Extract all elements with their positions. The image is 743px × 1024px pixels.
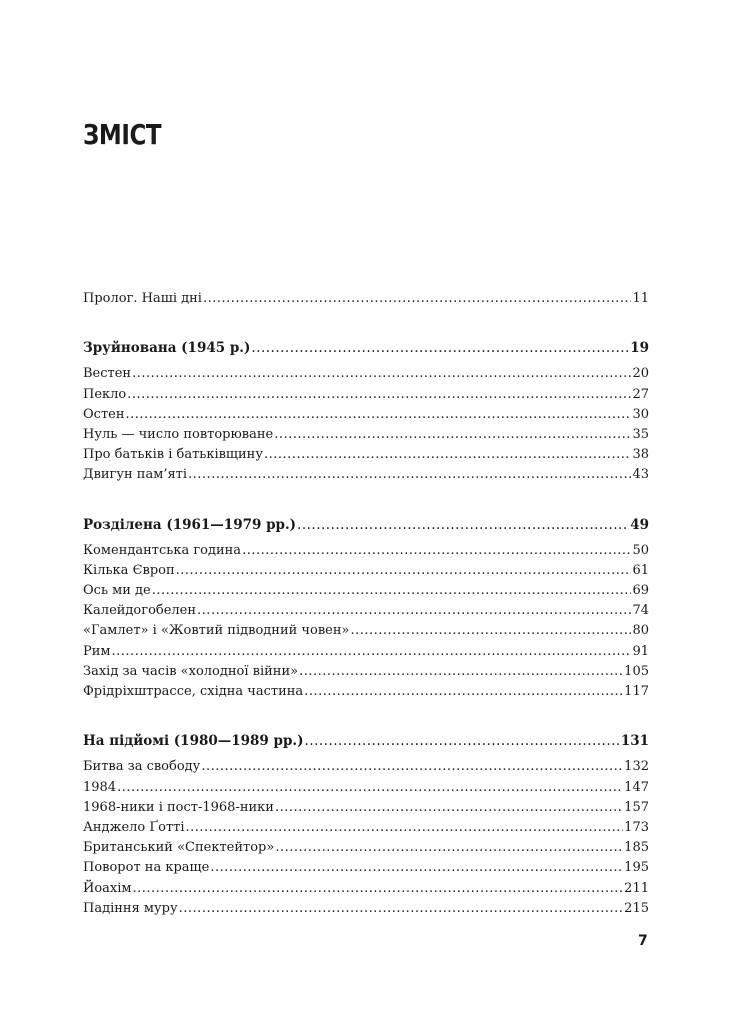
toc-entry — [83, 682, 649, 702]
dot-leader — [264, 445, 631, 465]
dot-leader — [117, 778, 623, 798]
toc-entry-page: 185 — [624, 840, 649, 856]
toc-entry — [83, 858, 649, 878]
toc-section-2 — [83, 515, 649, 535]
toc-entry-title: Ось ми де — [83, 583, 151, 599]
toc-entry-page: 27 — [632, 386, 649, 402]
toc-section-3 — [83, 731, 649, 751]
toc-entry-page: 215 — [624, 900, 649, 916]
toc-entry-page: 30 — [632, 406, 649, 422]
dot-leader — [179, 899, 624, 919]
dot-leader — [112, 642, 632, 662]
toc-entry — [83, 621, 649, 641]
toc-entry-title: Захід за часів «холодної війни» — [83, 663, 299, 679]
toc-entry-title: Зруйнована (1945 р.) — [83, 340, 251, 357]
dot-leader — [304, 682, 623, 702]
dot-leader — [176, 561, 632, 581]
dot-leader — [275, 838, 623, 858]
toc-entry — [83, 662, 649, 682]
toc-entry-page: 157 — [624, 799, 649, 815]
toc-entry-title: Двигун пам’яті — [83, 467, 188, 483]
toc-entry — [83, 818, 649, 838]
toc-entry-title: 1984 — [83, 779, 117, 795]
toc-entry-title: Битва за свободу — [83, 759, 201, 775]
toc-entry-title: Фрідріхштрассе, східна частина — [83, 684, 304, 699]
toc-entry-page: 105 — [624, 663, 649, 679]
toc-entry — [83, 364, 649, 384]
toc-entry-page: 117 — [624, 684, 649, 699]
toc-entry-page: 61 — [632, 562, 649, 578]
toc-entry-title: Кілька Європ — [83, 562, 175, 578]
dot-leader — [304, 731, 619, 751]
toc-entry-title: Про батьків і батьківщину — [83, 447, 264, 463]
toc-entry-page: 50 — [632, 542, 649, 558]
page-number: 7 — [638, 933, 648, 949]
toc-entry-title: На підйомі (1980—1989 рр.) — [83, 733, 304, 750]
toc-entry-title: Пролог. Наші дні — [83, 291, 202, 306]
dot-leader — [132, 364, 631, 384]
dot-leader — [251, 338, 629, 358]
toc-entry-title: Розділена (1961—1979 рр.) — [83, 516, 297, 533]
toc-entry — [83, 425, 649, 445]
toc-entry-title: Калейдогобелен — [83, 603, 197, 619]
toc-entry-page: 147 — [624, 779, 649, 795]
toc-entry-page: 19 — [630, 340, 649, 357]
dot-leader — [242, 541, 631, 561]
toc-entry — [83, 601, 649, 621]
toc-entry — [83, 642, 649, 662]
toc-entry-page: 38 — [632, 447, 649, 463]
toc-entry-title: Остен — [83, 406, 125, 422]
toc-entry — [83, 465, 649, 485]
toc-entry-page: 80 — [632, 623, 649, 639]
toc-entry — [83, 899, 649, 919]
dot-leader — [203, 289, 632, 309]
toc-entry — [83, 757, 649, 777]
toc-entry-title: «Гамлет» і «Жовтий підводний човен» — [83, 623, 350, 639]
toc-entry-page: 69 — [632, 583, 649, 599]
toc-entry-prologue — [83, 289, 649, 309]
toc-entry-title: Анджело Ґотті — [83, 819, 185, 835]
toc-entry — [83, 838, 649, 858]
dot-leader — [350, 621, 631, 641]
dot-leader — [127, 385, 631, 405]
toc-entry-page: 211 — [624, 880, 649, 896]
toc-entry-title: 1968-ники і пост-1968-ники — [83, 799, 274, 815]
dot-leader — [152, 581, 632, 601]
toc-entry — [83, 405, 649, 425]
dot-leader — [275, 798, 623, 818]
toc-entry-title: Британський «Спектейтор» — [83, 840, 275, 856]
dot-leader — [133, 879, 624, 899]
dot-leader — [297, 515, 629, 535]
table-of-contents — [83, 289, 649, 919]
toc-entry — [83, 385, 649, 405]
toc-entry — [83, 541, 649, 561]
toc-entry-page: 49 — [630, 516, 649, 533]
dot-leader — [186, 818, 624, 838]
toc-entry-title: Поворот на краще — [83, 860, 210, 876]
dot-leader — [197, 601, 631, 621]
toc-entry-page: 43 — [632, 467, 649, 483]
dot-leader — [126, 405, 632, 425]
toc-section-1 — [83, 338, 649, 358]
toc-entry-title: Пекло — [83, 386, 127, 402]
toc-entry — [83, 561, 649, 581]
toc-entry-page: 11 — [632, 291, 649, 306]
toc-entry-page: 173 — [624, 819, 649, 835]
toc-entry-title: Йоахім — [83, 880, 132, 896]
dot-leader — [274, 425, 631, 445]
toc-entry-page: 35 — [632, 426, 649, 442]
dot-leader — [188, 465, 631, 485]
toc-entry-page: 131 — [620, 733, 649, 750]
dot-leader — [201, 757, 623, 777]
toc-entry-title: Падіння муру — [83, 900, 178, 916]
toc-entry-page: 74 — [632, 603, 649, 619]
toc-entry-page: 20 — [632, 366, 649, 382]
toc-entry-title: Нуль — число повторюване — [83, 426, 274, 442]
toc-entry — [83, 879, 649, 899]
toc-entry-page: 132 — [624, 759, 649, 775]
page-title: ЗМІСТ — [83, 118, 162, 151]
toc-entry-title: Вестен — [83, 366, 132, 382]
toc-entry-page: 195 — [624, 860, 649, 876]
toc-entry-page: 91 — [632, 643, 649, 659]
toc-entry — [83, 798, 649, 818]
toc-entry — [83, 581, 649, 601]
dot-leader — [210, 858, 623, 878]
toc-entry — [83, 445, 649, 465]
toc-entry — [83, 778, 649, 798]
toc-entry-title: Комендантська година — [83, 542, 242, 558]
toc-entry-title: Рим — [83, 643, 111, 659]
dot-leader — [299, 662, 623, 682]
